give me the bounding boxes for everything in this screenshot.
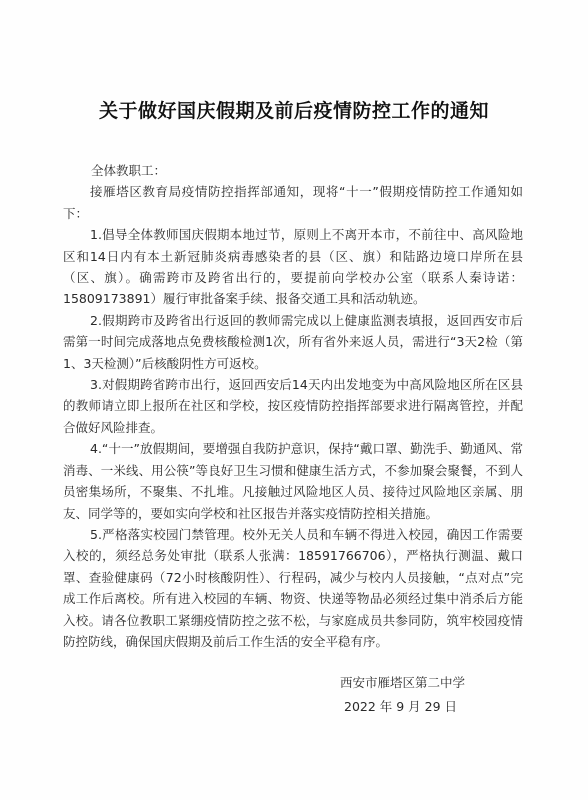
- greeting: 全体教职工：: [91, 163, 167, 178]
- notice-title: 关于做好国庆假期及前后疫情防控工作的通知: [98, 100, 489, 122]
- item-5-paragraph: 5.严格落实校园门禁管理。校外无关人员和车辆不得进入校园，确因工作需要入校的，须经总务处审批（联系人张满：18591766706），严格执行测温、戴口罩、查验健康码（72小时核酸阴性）、行程码，减少与校内人员接触，“点对点”完成工作后离校。所有进入校园的车辆、物资、快递等物品必须经过集中消杀后方能入校。请各位教职工紧绷疫情防控之弦不松，与家庭成员共参同防，筑牢校园疫情防控防线，确保国庆假期及前后工作生活的安全平稳有序。: [63, 526, 523, 649]
- intro-paragraph: 接雁塔区教育局疫情防控指挥部通知，现将“十一”假期疫情防控工作通知如下：: [63, 184, 523, 221]
- item-1-paragraph: 1.倡导全体教师国庆假期本地过节，原则上不离开本市，不前往中、高风险地区和14日内有本土新冠肺炎病毒感染者的县（区、旗）和陆路边境口岸所在县（区、旗）。确需跨市及跨省出行的，要提前向学校办公室（联系人秦诗诺：15809173891）履行审批备案手续、报备交通工具和活动轨迹。: [63, 227, 523, 307]
- signature-school: 西安市雁塔区第二中学: [340, 675, 466, 690]
- item-3-paragraph: 3.对假期跨省跨市出行，返回西安后14天内出发地变为中高风险地区所在区县的教师请立即上报所在社区和学校，按区疫情防控指挥部要求进行隔离管控，并配合做好风险排查。: [63, 377, 523, 435]
- item-2-paragraph: 2.假期跨市及跨省出行返回的教师需完成以上健康监测表填报，返回西安市后需第一时间完成落地点免费核酸检测1次，所有省外来返人员，需进行“3天2检（第1、3天检测）”后核酸阴性方可返校。: [63, 312, 523, 371]
- signature-date: 2022 年 9 月 29 日: [344, 699, 458, 714]
- notice-body: [63, 160, 523, 652]
- item-4-paragraph: 4.“十一”放假期间，要增强自我防护意识，保持“戴口罩、勤洗手、勤通风、常消毒、一米线、用公筷”等良好卫生习惯和健康生活方式，不参加聚会聚餐，不到人员密集场所，不聚集、不扎堆。凡接触过风险地区人员、接待过风险地区亲属、朋友、同学等的，要如实向学校和社区报告并落实疫情防控相关措施。: [63, 441, 523, 521]
